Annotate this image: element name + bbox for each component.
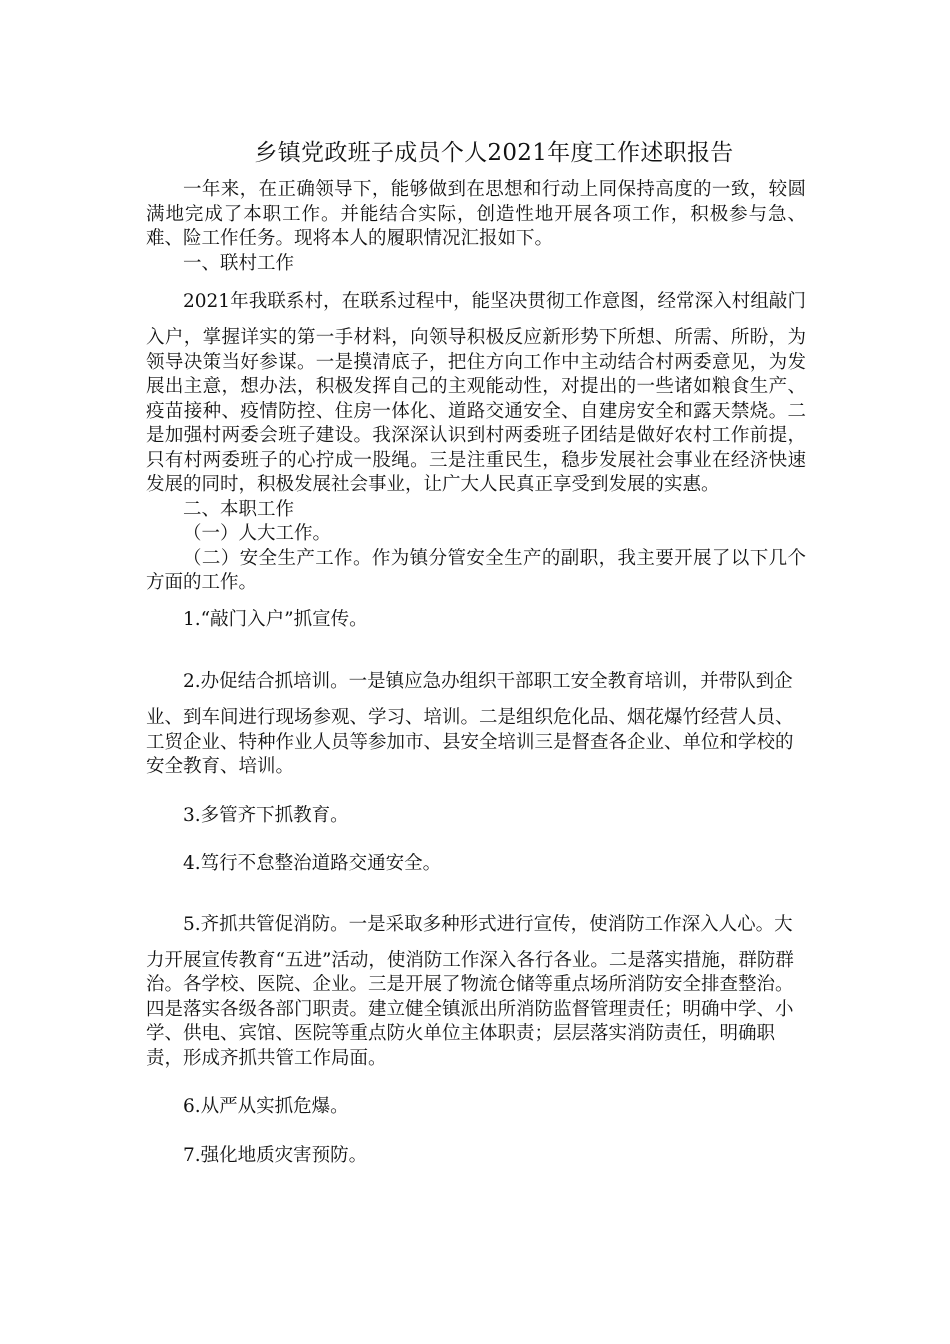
list-item: 1.“敲门入户”抓宣传。 (183, 608, 368, 630)
section-heading-village-liaison: 一、联村工作 (183, 252, 295, 274)
section-body-village-liaison: 2021年我联系村，在联系过程中，能坚决贯彻工作意图，经常深入村组敲门入户，掌握详实的第一手材料，向领导积极反应新形势下所想、所需、所盼，为领导决策当好参谋。一是摸清底子，把住方向工作中主动结合村两委意见，为发展出主意，想办法，积极发挥自己的主观能动性，对提出的一些诸如粮食生产、疫苗接种、疫情防控、住房一体化、道路交通安全、自建房安全和露天禁烧。二是加强村两委会班子建设。我深深认识到村两委班子团结是做好农村工作前提，只有村两委班子的心拧成一股绳。三是注重民生，稳步发展社会事业在经济快速发展的同时，积极发展社会事业，让广大人民真正享受到发展的实惠。 (146, 291, 806, 495)
section-heading-main-duties: 二、本职工作 (183, 498, 295, 520)
document-page (146, 136, 806, 1168)
list-item: 5.齐抓共管促消防。一是采取多种形式进行宣传，使消防工作深入人心。大力开展宣传教育“五进”活动，使消防工作深入各行各业。二是落实措施，群防群治。各学校、医院、企业。三是开展了物流仓储等重点场所消防安全排查整治。四是落实各级各部门职责。建立健全镇派出所消防监督管理责任；明确中学、小学、供电、宾馆、医院等重点防火单位主体职责；层层落实消防责任，明确职责，形成齐抓共管工作局面。 (146, 913, 794, 1069)
list-item: 7.强化地质灾害预防。 (183, 1144, 368, 1166)
intro-paragraph: 一年来，在正确领导下，能够做到在思想和行动上同保持高度的一致，较圆满地完成了本职工作。并能结合实际，创造性地开展各项工作，积极参与急、难、险工作任务。现将本人的履职情况汇报如下。 (146, 179, 806, 249)
subsection-safety-production: （二）安全生产工作。作为镇分管安全生产的副职，我主要开展了以下几个方面的工作。 (146, 547, 806, 593)
document-title: 乡镇党政班子成员个人2021年度工作述职报告 (254, 140, 734, 166)
list-item: 2.办促结合抓培训。一是镇应急办组织干部职工安全教育培训，并带队到企业、到车间进行现场参观、学习、培训。二是组织危化品、烟花爆竹经营人员、工贸企业、特种作业人员等参加市、县安全培训三是督查各企业、单位和学校的安全教育、培训。 (146, 671, 794, 777)
list-item: 4.笃行不怠整治道路交通安全。 (183, 853, 442, 874)
subsection-npc-work: （一）人大工作。 (183, 523, 332, 544)
list-item: 6.从严从实抓危爆。 (183, 1096, 349, 1117)
list-item: 3.多管齐下抓教育。 (183, 804, 349, 826)
